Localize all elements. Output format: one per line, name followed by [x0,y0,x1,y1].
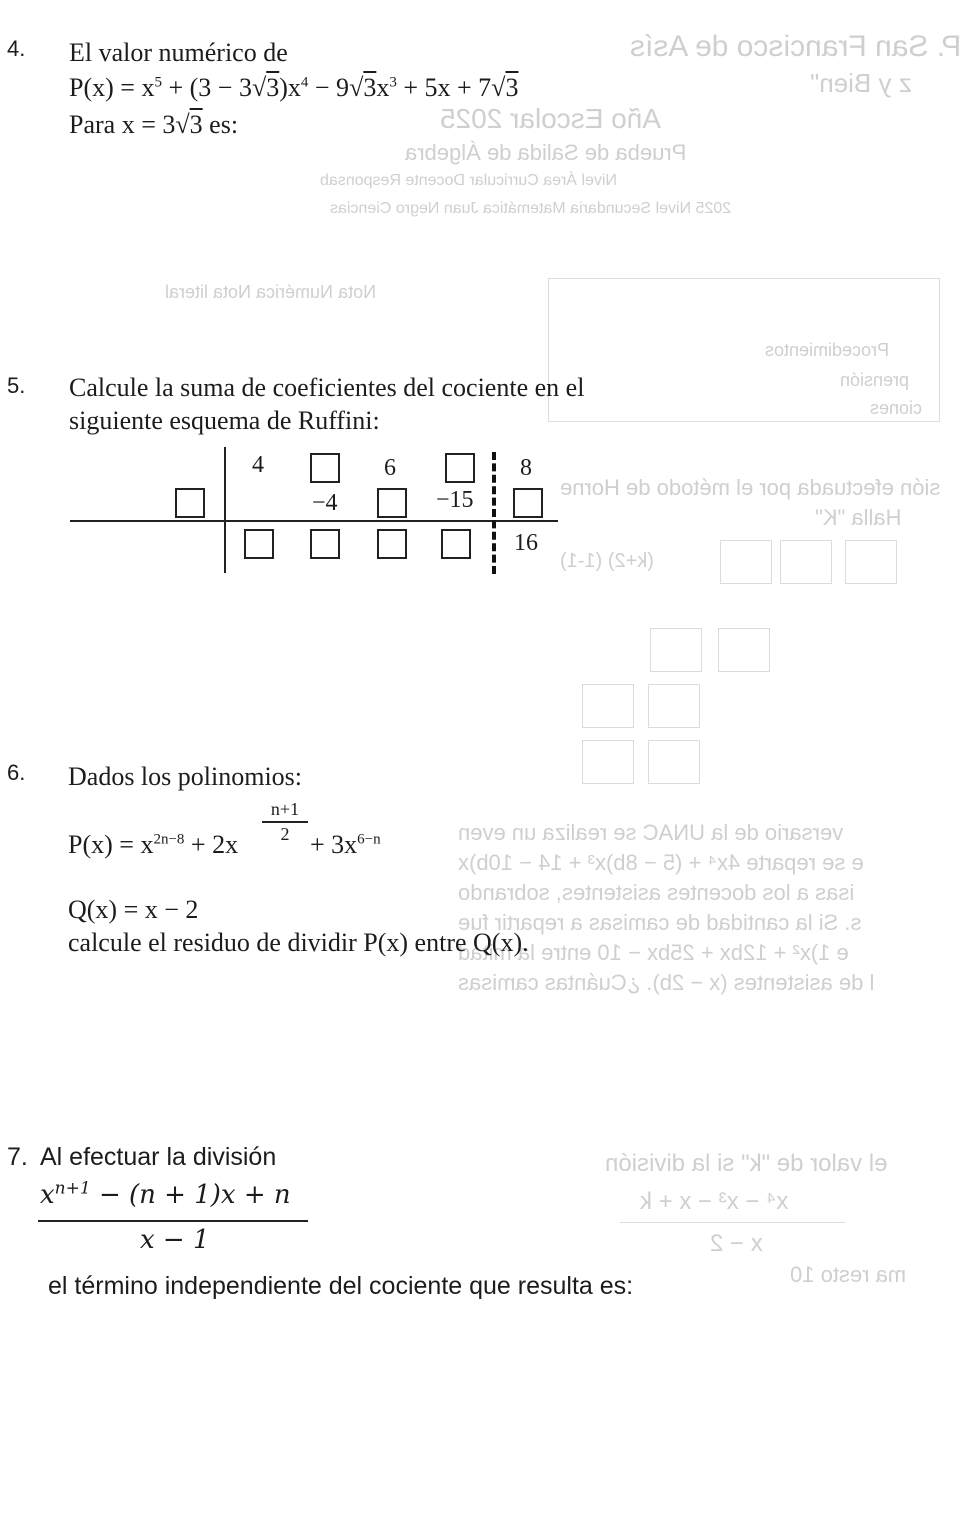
ghost-applications: ciones [870,398,923,418]
polynomial-p: $P(x) = x^{2n-8} + 2x$ [68,830,239,859]
coefficient-value: 6 [384,455,396,481]
ghost-horner-box-1 [720,540,772,584]
remainder-value: 16 [514,530,538,556]
ghost-test-title: Prueba de Salida de Álgebra [405,140,687,165]
ghost-horner-box-6 [582,684,634,728]
ruffini-horizontal-line [70,520,558,522]
ghost-data-row: 2025 Nivel Secundaria Matemática Juan Negro Ciencias [330,200,732,217]
quotient-blank-box[interactable] [310,529,340,559]
question-number: 7. [7,1143,28,1171]
coefficient-value: 4 [252,452,264,478]
ghost-grade-header: Nota Numérica Nota literal [165,282,377,302]
ghost-horner-box-2 [780,540,832,584]
ghost-problem-1: versario de la UNAC se realiza un even [458,820,844,845]
coefficient-value: 8 [520,455,532,481]
ghost-comprehension: prensión [840,370,910,390]
question-text: El valor numérico de [69,38,288,67]
ghost-k-numerator: x⁴ − x³ − x + k [640,1188,789,1215]
question-text: Al efectuar la división [40,1143,277,1171]
question-number: 4. [7,36,26,61]
ghost-horner-box-9 [648,740,700,784]
ghost-find-k: Halla "K" [815,505,902,530]
divisor-blank-box[interactable] [175,488,205,518]
ghost-problem-2: e se reparte 4x⁴ + (5 − 8b)x³ + 14 − 10b)x [458,850,864,875]
quotient-blank-box[interactable] [441,529,471,559]
evaluation-point: Para x = 3√3 es: [69,110,239,139]
blank-box[interactable] [513,488,543,518]
polynomial-q: Q(x) = x − 2 [68,895,199,924]
polynomial-p: $P(x) = x^5 + (3 - 3√3)x^4 - 9√3x^3 + 5x + 7√3$ [69,73,519,102]
ghost-horner-box-4 [650,628,702,672]
ghost-k-question: el valor de "k" si la división [605,1150,888,1177]
question-text: calcule el residuo de dividir P(x) entre Q(x). [68,928,529,957]
ghost-horner-box-3 [845,540,897,584]
ghost-horner-box-8 [582,740,634,784]
ghost-header-row: Nivel Área Curricular Docente Responsab [320,172,618,189]
ghost-k-frac-bar [620,1222,845,1223]
fraction-bar [262,821,308,823]
blank-box[interactable] [445,453,475,483]
polynomial-p-tail: + $3x^{6-n}$ [310,830,381,859]
ghost-year: Año Escolar 2025 [440,103,662,134]
question-number: 5. [7,373,26,398]
ghost-horner-row: (k+2) (1-1) [560,550,654,572]
ghost-problem-4: s. Si la cantidad de camisas a repartir fue [458,910,862,935]
ghost-problem-3: isas a los docentes asistentes, sobrando [458,880,855,905]
ghost-k-denominator: x − 2 [710,1230,763,1257]
question-text: Calcule la suma de coeficientes del cociente en el [69,373,585,402]
division-denominator: x − 1 [140,1225,210,1255]
ghost-procedures: Procedimientos [765,340,890,360]
exponent-fraction [262,798,308,843]
ghost-horner-text: sión efectuada por el método de Horne [560,475,941,500]
ghost-horner-box-7 [648,684,700,728]
fraction-numerator: n+1 [270,799,300,819]
ghost-horner-box-5 [718,628,770,672]
ruffini-remainder-divider [492,452,496,574]
quotient-blank-box[interactable] [244,529,274,559]
ghost-motto: z y Bien" [810,68,912,98]
ruffini-vertical-line [224,447,226,573]
ghost-problem-6: l de asistentes (x − 2b). ¿Cuántas camisas [458,970,875,995]
fraction-denominator: 2 [280,824,290,844]
quotient-blank-box[interactable] [377,529,407,559]
row2-value: −15 [436,487,474,513]
blank-box[interactable] [310,453,340,483]
question-text: el término independiente del cociente que resulta es: [48,1272,634,1300]
ghost-problem-5: e 1)x² + 12bx + 25bx − 10 entre la mitad [458,940,849,965]
question-number: 6. [7,760,26,785]
question-text: Dados los polinomios: [68,762,303,791]
ghost-k-remainder: ma resto 10 [790,1262,907,1287]
blank-box[interactable] [377,488,407,518]
division-bar [38,1220,308,1222]
division-numerator: $x^{n+1} - (n + 1)x + n$ [40,1178,291,1210]
question-text: siguiente esquema de Ruffini: [69,406,380,435]
row2-value: −4 [312,490,338,516]
ghost-school-name: P. San Francisco de Asís [630,30,961,63]
